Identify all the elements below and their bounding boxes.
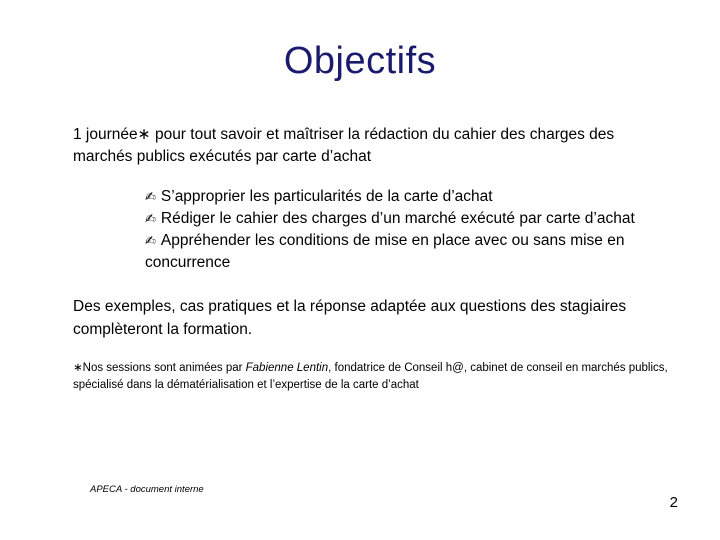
intro-rest: pour tout savoir et maîtriser la rédaction du cahier des charges des marchés publics exécutés par carte d’achat [73,126,615,165]
slide-title: Objectifs [283,40,437,82]
objective-text: S’approprier les particularités de la carte d’achat [160,188,493,205]
intro-paragraph [73,124,663,168]
objective-text: Appréhender les conditions de mise en place avec ou sans mise en concurrence [145,232,625,271]
footer-label: APECA - document interne [90,484,204,495]
page-number: 2 [669,494,678,511]
note-marker: ∗ [73,362,83,374]
footnote-marker: ∗ [137,126,151,143]
objectives-list [145,186,685,274]
trainer-note [73,360,693,394]
objective-item [145,230,685,274]
closing-paragraph: Des exemples, cas pratiques et la réponse adaptée aux questions des stagiaires complèteront la formation. [73,298,627,338]
objective-item [145,186,685,208]
objective-text: Rédiger le cahier des charges d’un marché exécuté par carte d’achat [160,210,635,227]
objective-item [145,208,685,230]
writing-hand-icon: ✍ [145,233,156,248]
writing-hand-icon: ✍ [145,189,156,204]
note-text-end: , fondatrice de Conseil h@, cabinet de conseil en marchés publics, spécialisé dans la dématérialisation et l’expertise de la carte d’achat [73,362,668,391]
trainer-name: Fabienne Lentin [245,362,329,374]
writing-hand-icon: ✍ [145,211,156,226]
intro-lead: 1 journée [73,126,138,143]
note-text-start: Nos sessions sont animées par [82,362,246,374]
